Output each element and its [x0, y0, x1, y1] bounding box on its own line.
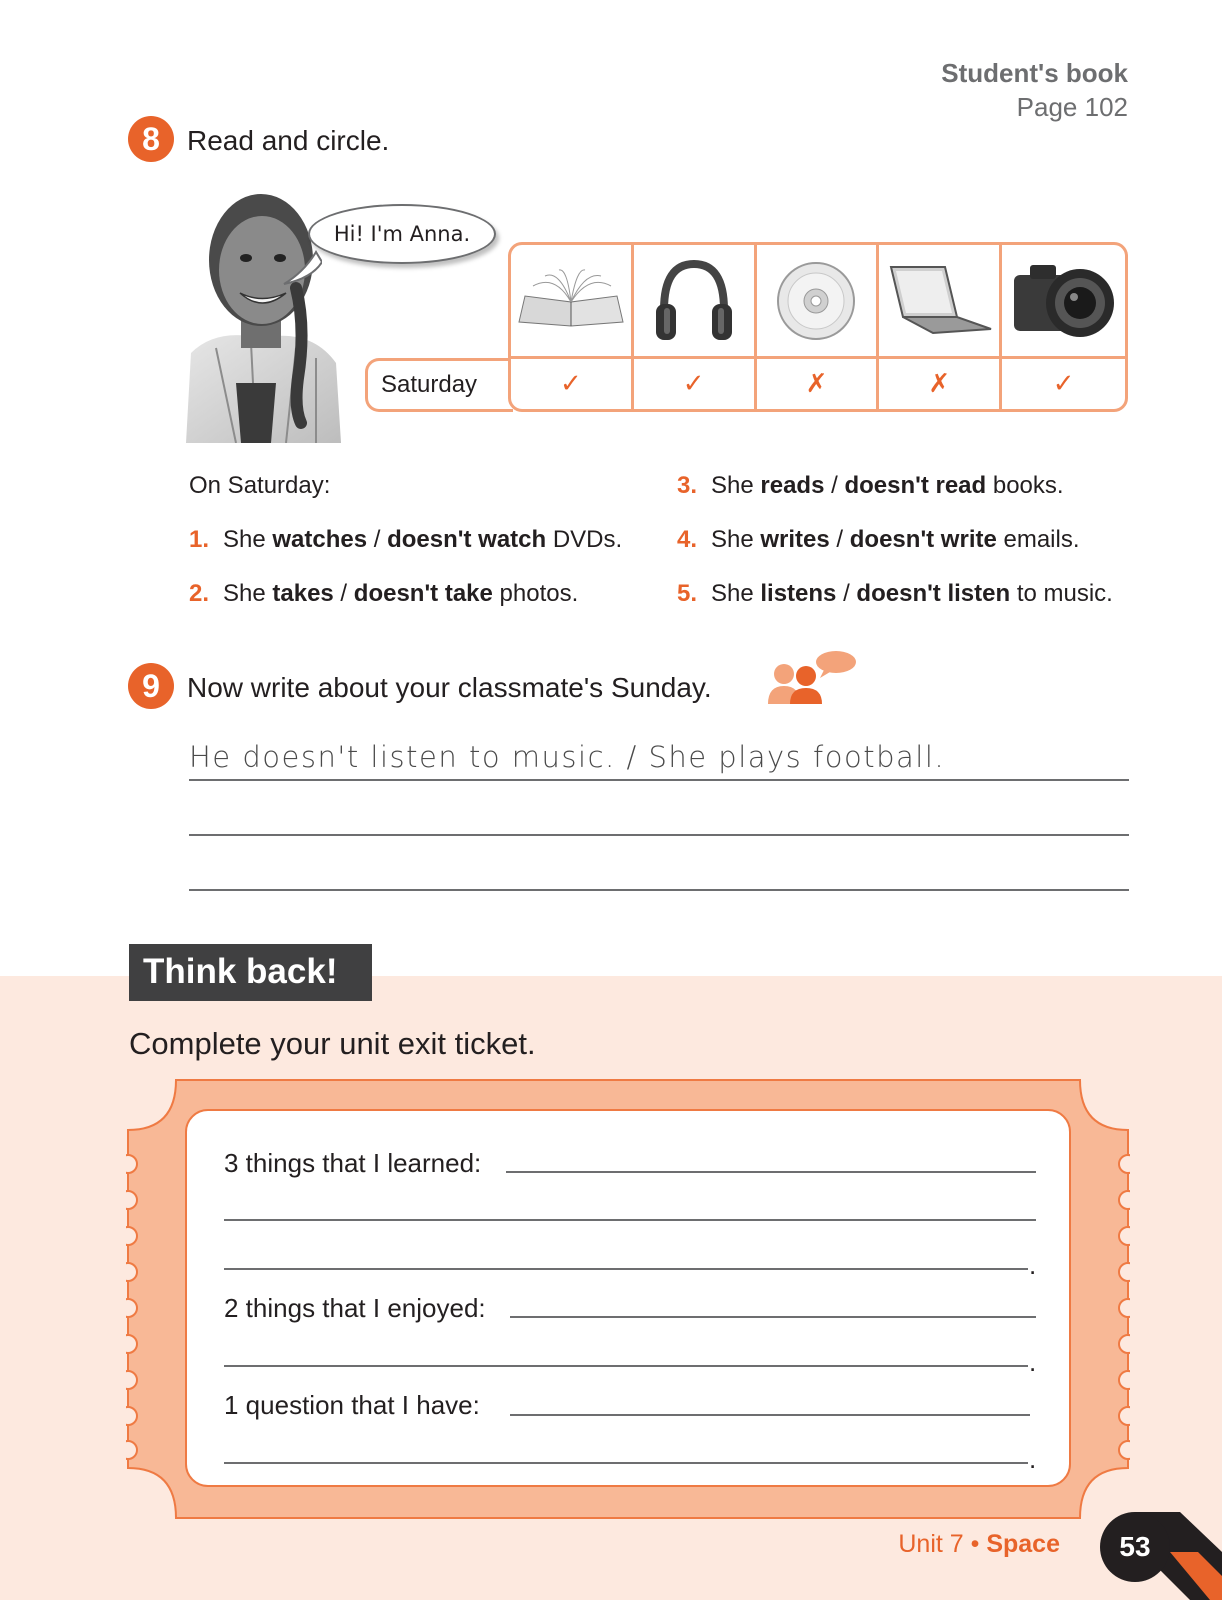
- table-header-cell: [879, 245, 1002, 359]
- prompt-learned: 3 things that I learned:: [224, 1148, 482, 1178]
- speech-bubble: Hi! I'm Anna.: [308, 204, 496, 264]
- period: .: [1029, 1444, 1037, 1474]
- prompt-question: 1 question that I have:: [224, 1390, 480, 1420]
- sentence-object: photos.: [492, 580, 579, 607]
- sentence-subject: She: [711, 580, 761, 607]
- option-separator: /: [367, 526, 388, 553]
- option-affirmative[interactable]: writes: [760, 526, 830, 553]
- pair-talk-icon: [766, 648, 858, 704]
- sentence-5: [677, 580, 1113, 608]
- cross-mark: ✗: [805, 369, 828, 399]
- sentence-4: [677, 526, 1080, 554]
- table-cell[interactable]: [879, 359, 1002, 409]
- option-affirmative[interactable]: listens: [760, 580, 837, 607]
- sentence-object: books.: [986, 472, 1064, 499]
- learned-line-1[interactable]: [506, 1171, 1036, 1173]
- book-icon: [515, 266, 627, 336]
- sentence-subject: She: [711, 526, 761, 553]
- prompt-enjoyed: 2 things that I enjoyed:: [224, 1293, 486, 1323]
- sentence-number: 2.: [189, 580, 210, 607]
- think-back-heading: Think back!: [129, 944, 372, 1001]
- writing-line-2[interactable]: [189, 834, 1129, 836]
- reference-book: Student's book: [941, 58, 1128, 88]
- option-affirmative[interactable]: takes: [272, 580, 334, 607]
- sentence-object: emails.: [996, 526, 1080, 553]
- activity-table: [508, 242, 1128, 412]
- exercise-8-title: Read and circle.: [187, 125, 390, 156]
- table-header-cell: [757, 245, 880, 359]
- reference-page: Page 102: [1016, 92, 1128, 122]
- period: .: [1029, 1250, 1037, 1280]
- sentences-intro: On Saturday:: [189, 472, 331, 499]
- table-cell[interactable]: [634, 359, 757, 409]
- question-line-1[interactable]: [510, 1414, 1030, 1416]
- option-affirmative[interactable]: watches: [272, 526, 368, 553]
- unit-topic: Space: [986, 1530, 1060, 1558]
- check-mark: ✓: [682, 369, 705, 399]
- option-separator: /: [829, 526, 850, 553]
- sentence-number: 3.: [677, 472, 698, 499]
- dvd-icon: [774, 259, 858, 343]
- table-header-cell: [634, 245, 757, 359]
- sentence-number: 5.: [677, 580, 698, 607]
- writing-line-3[interactable]: [189, 889, 1129, 891]
- question-line-2[interactable]: [224, 1462, 1028, 1464]
- example-answer: He doesn't listen to music. / She plays football.: [189, 740, 946, 774]
- option-negative[interactable]: doesn't watch: [387, 526, 547, 553]
- exercise-9-number: 9: [128, 663, 174, 709]
- sentence-subject: She: [711, 472, 761, 499]
- page-number: 53: [1100, 1512, 1170, 1582]
- table-row-label: Saturday: [365, 358, 513, 412]
- camera-icon: [1010, 259, 1118, 343]
- option-negative[interactable]: doesn't write: [849, 526, 997, 553]
- sentence-number: 4.: [677, 526, 698, 553]
- sentence-object: to music.: [1010, 580, 1113, 607]
- option-affirmative[interactable]: reads: [760, 472, 825, 499]
- writing-line-1[interactable]: [189, 779, 1129, 781]
- check-mark: ✓: [1052, 369, 1075, 399]
- sentence-subject: She: [223, 526, 273, 553]
- enjoyed-line-1[interactable]: [510, 1316, 1036, 1318]
- unit-label: Unit 7: [898, 1530, 964, 1558]
- option-separator: /: [836, 580, 857, 607]
- cross-mark: ✗: [928, 369, 951, 399]
- speech-bubble-tail: [282, 250, 322, 290]
- exercise-8-number: 8: [128, 116, 174, 162]
- check-mark: ✓: [560, 369, 582, 399]
- bullet: •: [963, 1530, 987, 1558]
- table-cell[interactable]: [511, 359, 634, 409]
- option-separator: /: [333, 580, 354, 607]
- table-cell[interactable]: [757, 359, 880, 409]
- table-header-cell: [1002, 245, 1125, 359]
- headphones-icon: [652, 258, 736, 344]
- option-negative[interactable]: doesn't take: [353, 580, 493, 607]
- sentence-1: [189, 526, 622, 554]
- table-cell[interactable]: [1002, 359, 1125, 409]
- learned-line-3[interactable]: [224, 1268, 1028, 1270]
- sentence-number: 1.: [189, 526, 210, 553]
- period: .: [1029, 1347, 1037, 1377]
- sentence-object: DVDs.: [546, 526, 623, 553]
- option-separator: /: [824, 472, 845, 499]
- footer-unit: [898, 1530, 1060, 1559]
- exercise-9-title: Now write about your classmate's Sunday.: [187, 672, 712, 703]
- sentence-subject: She: [223, 580, 273, 607]
- sentence-3: [677, 472, 1064, 500]
- option-negative[interactable]: doesn't listen: [856, 580, 1011, 607]
- table-header-cell: [511, 245, 634, 359]
- laptop-icon: [883, 263, 995, 339]
- think-back-instruction: Complete your unit exit ticket.: [129, 1026, 536, 1061]
- enjoyed-line-2[interactable]: [224, 1365, 1028, 1367]
- option-negative[interactable]: doesn't read: [844, 472, 987, 499]
- learned-line-2[interactable]: [224, 1219, 1036, 1221]
- sentence-2: [189, 580, 578, 608]
